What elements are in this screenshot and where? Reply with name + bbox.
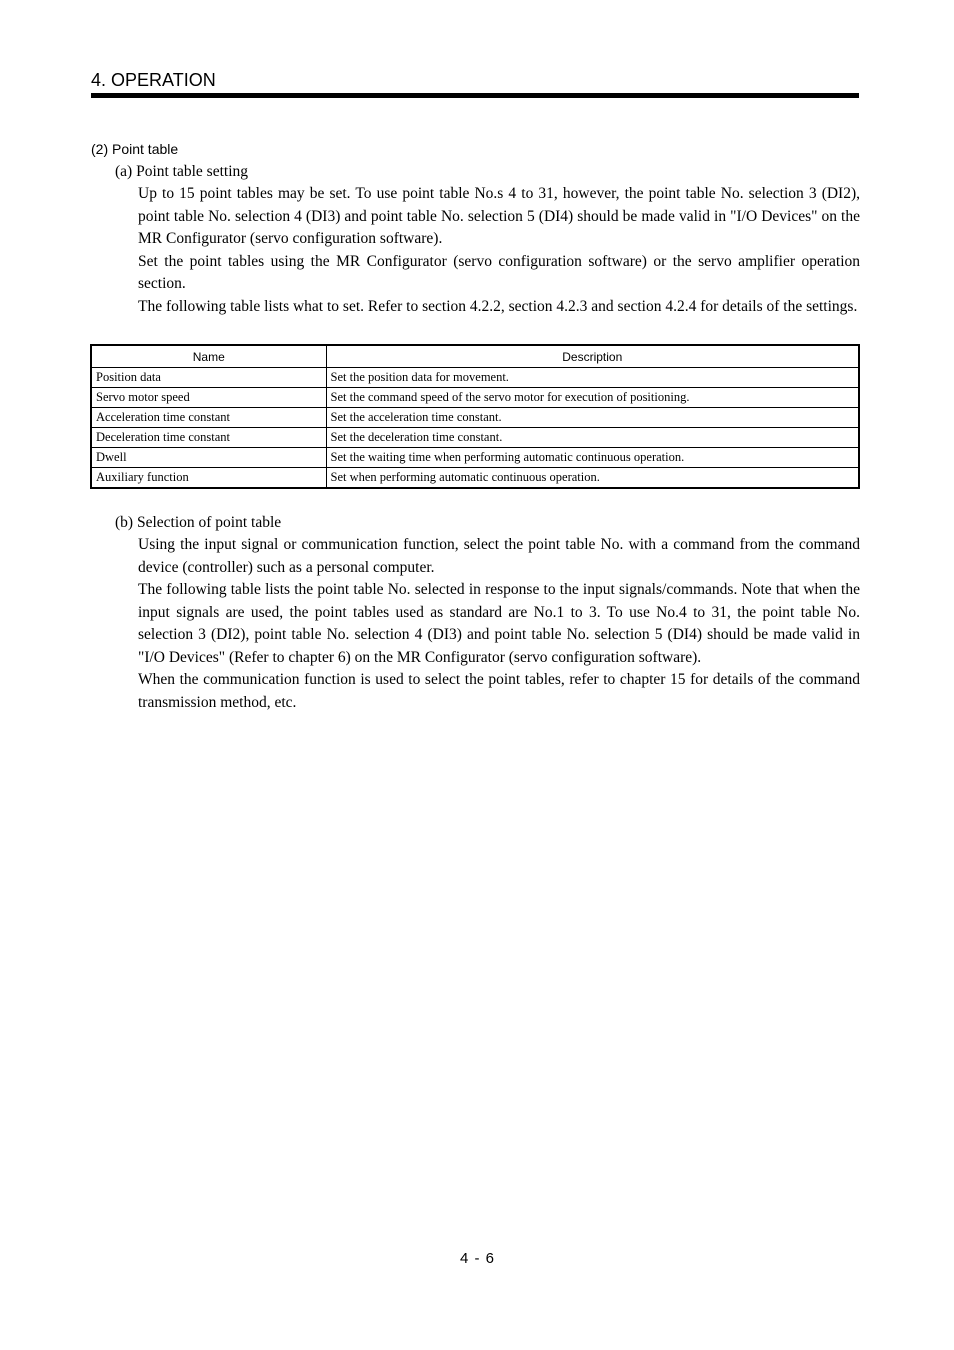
table-row xyxy=(91,468,859,489)
subsection-a-body xyxy=(138,183,860,318)
cell-description: Set when performing automatic continuous operation. xyxy=(326,468,859,489)
cell-name: Acceleration time constant xyxy=(91,408,326,428)
subsection-a-heading: (a) Point table setting xyxy=(115,163,249,180)
paragraph: When the communication function is used to select the point tables, refer to chapter 15 for details of the command transmission method, etc. xyxy=(138,671,860,711)
cell-name: Auxiliary function xyxy=(91,468,326,489)
point-table-settings xyxy=(90,344,860,489)
cell-description: Set the command speed of the servo motor for execution of positioning. xyxy=(326,388,859,408)
paragraph: The following table lists the point table No. selected in response to the input signals/commands. Note that when the input signals are used, the point tables used as standard are No.1 to 3. To use No.4 to 31, the point table No. selection 3 (DI2), point table No. selection 4 (DI3) and point table No. selection 5 (DI4) should be made valid in "I/O Devices" (Refer to chapter 6) on the MR Configurator (servo configuration software). xyxy=(138,581,860,666)
cell-description: Set the acceleration time constant. xyxy=(326,408,859,428)
paragraph: Up to 15 point tables may be set. To use point table No.s 4 to 31, however, the point table No. selection 3 (DI2), point table No. selection 4 (DI3) and point table No. selection 5 (DI4) should be made valid in "I/O Devices" on the MR Configurator (servo configuration software). xyxy=(138,185,860,247)
page-number: 4 - 6 xyxy=(459,1250,494,1267)
column-header-description: Description xyxy=(326,345,859,368)
column-header-name: Name xyxy=(91,345,326,368)
cell-description: Set the position data for movement. xyxy=(326,368,859,388)
section-heading: (2) Point table xyxy=(91,141,179,157)
cell-name: Deceleration time constant xyxy=(91,428,326,448)
cell-name: Servo motor speed xyxy=(91,388,326,408)
table-row xyxy=(91,368,859,388)
table-row xyxy=(91,448,859,468)
paragraph: The following table lists what to set. Refer to section 4.2.2, section 4.2.3 and section 4.2.4 for details of the settings. xyxy=(138,297,858,315)
cell-name: Position data xyxy=(91,368,326,388)
subsection-b-body xyxy=(138,534,860,714)
table-row xyxy=(91,388,859,408)
header-rule xyxy=(91,93,859,98)
page-header-title: 4. OPERATION xyxy=(91,70,216,90)
paragraph: Set the point tables using the MR Configurator (servo configuration software) or the servo amplifier operation section. xyxy=(138,252,860,292)
cell-description: Set the deceleration time constant. xyxy=(326,428,859,448)
subsection-b-heading: (b) Selection of point table xyxy=(115,514,282,531)
cell-name: Dwell xyxy=(91,448,326,468)
cell-description: Set the waiting time when performing automatic continuous operation. xyxy=(326,448,859,468)
table-row xyxy=(91,408,859,428)
table-row xyxy=(91,428,859,448)
table-header-row xyxy=(91,345,859,368)
paragraph: Using the input signal or communication function, select the point table No. with a command from the command device (controller) such as a personal computer. xyxy=(138,536,860,576)
